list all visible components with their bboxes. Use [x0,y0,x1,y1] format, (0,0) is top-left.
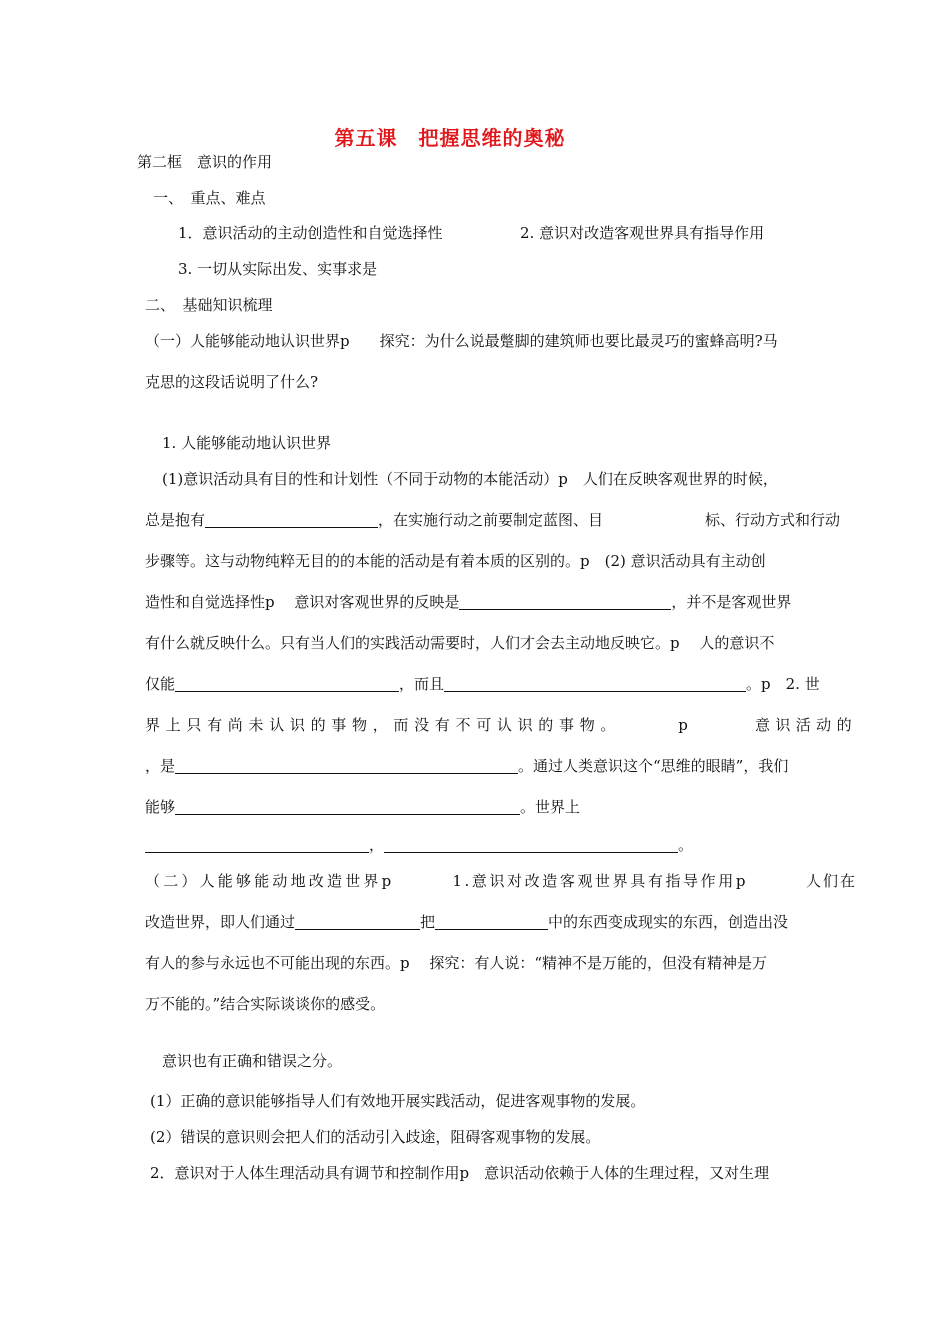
text-fragment: 1.意识对改造客观世界具有指导作用p [452,872,749,890]
part1-line-1: （一）人能够能动地认识世界p 探究：为什么说最蹩脚的建筑师也要比最灵巧的蜜蜂高明?马 [145,332,778,350]
paragraph-line: 有什么就反映什么。只有当人们的实践活动需要时，人们才会去主动地反映它。p 人的意识不 [145,634,775,652]
fill-blank[interactable] [435,913,548,930]
fill-blank[interactable] [384,836,678,853]
fill-blank[interactable] [205,511,378,528]
text-fragment: 中的东西变成现实的东西，创造出没 [548,913,789,931]
text-fragment: 。世界上 [520,798,581,816]
paragraph-line: (1）正确的意识能够指导人们有效地开展实践活动，促进客观事物的发展。 [150,1092,646,1110]
fill-blank[interactable] [175,757,518,774]
paragraph-line [145,755,788,777]
paragraph-line: 万不能的。”结合实际谈谈你的感受。 [145,995,386,1013]
point-1-heading: 1. 人能够能动地认识世界 [162,434,332,452]
fill-blank[interactable] [175,675,399,692]
section-subtitle: 第二框 意识的作用 [137,153,273,171]
fill-blank[interactable] [175,798,520,815]
lesson-title: 第五课 把握思维的奥秘 [334,126,566,150]
text-fragment: 总是抱有 [145,511,206,529]
key-point-1: 1．意识活动的主动创造性和自觉选择性 [178,224,443,242]
fill-blank[interactable] [459,593,671,610]
text-fragment: 。p 2. 世 [746,675,820,693]
key-point-2: 2. 意识对改造客观世界具有指导作用 [520,224,765,242]
paragraph-line [145,591,791,613]
paragraph-line [145,673,820,695]
text-fragment: 。通过人类意识这个“思维的眼睛”，我们 [518,757,789,775]
part1-line-2: 克思的这段话说明了什么? [145,373,319,391]
text-fragment: （二）人能够能动地改造世界p [145,872,395,890]
text-fragment: 。 [678,836,694,854]
paragraph-line: 2．意识对于人体生理活动具有调节和控制作用p 意识活动依赖于人体的生理过程，又对生理 [150,1164,770,1182]
text-fragment: 仅能 [145,675,176,693]
paragraph-line: 有人的参与永远也不可能出现的东西。p 探究：有人说：“精神不是万能的，但没有精神是万 [145,954,768,972]
text-fragment: 意识活动的 [754,716,857,734]
fill-blank[interactable] [145,836,369,853]
paragraph-line: 意识也有正确和错误之分。 [162,1052,343,1070]
heading-basic-knowledge: 二、 基础知识梳理 [145,296,273,314]
heading-key-points: 一、 重点、难点 [153,189,266,207]
fill-blank[interactable] [295,913,420,930]
paragraph-line [145,714,857,736]
paragraph-line: (2）错误的意识则会把人们的活动引入歧途，阻碍客观事物的发展。 [150,1128,601,1146]
text-fragment: ，在实施行动之前要制定蓝图、目 [378,511,604,529]
text-fragment: 人们在 [805,872,857,890]
text-fragment: 把 [420,913,436,931]
text-fragment: ，而且 [399,675,445,693]
text-fragment: 改造世界，即人们通过 [145,913,296,931]
text-fragment: ，并不是客观世界 [671,593,792,611]
text-fragment: 造性和自觉选择性p 意识对客观世界的反映是 [145,593,460,611]
text-fragment: ，是 [145,757,176,775]
paragraph-line [145,870,857,892]
paragraph-line [145,834,693,856]
key-point-3: 3. 一切从实际出发、实事求是 [178,260,378,278]
text-fragment: 能够 [145,798,176,816]
text-fragment: 界上只有尚未认识的事物，而没有不可认识的事物。 [145,716,622,734]
paragraph-line [145,509,603,531]
paragraph-line [145,911,788,933]
text-fragment: p [678,716,688,734]
paragraph-line: 步骤等。这与动物纯粹无目的的本能的活动是有着本质的区别的。p (2) 意识活动具有主动创 [145,552,766,570]
paragraph-line: (1)意识活动具有目的性和计划性（不同于动物的本能活动）p 人们在反映客观世界的时候， [162,470,778,488]
text-fragment: ， [369,836,385,854]
text-fragment: 标、行动方式和行动 [705,511,841,529]
paragraph-line [145,796,580,818]
fill-blank[interactable] [444,675,746,692]
